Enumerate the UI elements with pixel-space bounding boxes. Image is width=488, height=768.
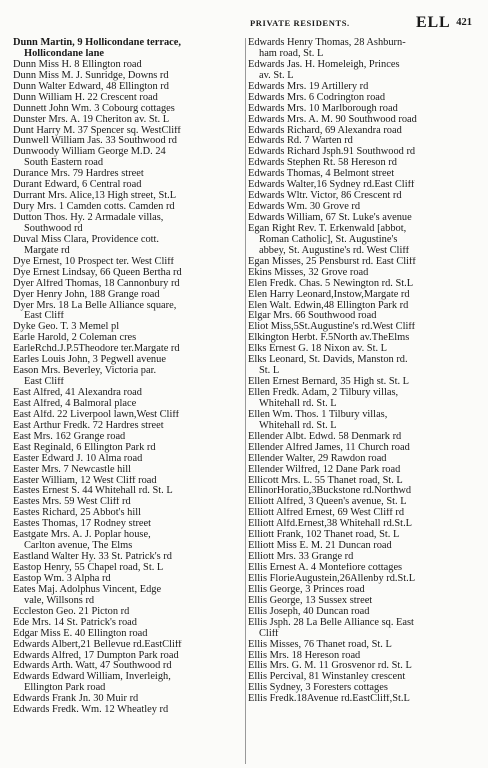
resident-entry: Ellender Walter, 29 Rawdon road xyxy=(248,453,387,464)
resident-entry: Elliott Miss E. M. 21 Duncan road xyxy=(248,541,392,552)
resident-entry: Dye Ernest Lindsay, 66 Queen Bertha rd xyxy=(13,267,182,278)
resident-entry: Dutton Thos. Hy. 2 Armadale villas, xyxy=(13,213,164,223)
resident-entry: Elen Walt. Edwin,48 Ellington Park rd xyxy=(248,300,409,311)
resident-entry: Ellis George, 13 Sussex street xyxy=(248,595,373,606)
resident-entry: East Alfd. 22 Liverpool lawn,West Cliff xyxy=(13,409,180,420)
resident-entry: Eastop Wm. 3 Alpha rd xyxy=(13,573,111,584)
resident-entry: Eastes Richard, 25 Abbot's hill xyxy=(13,508,141,519)
resident-entry: Elliott Alfd.Ernest,38 Whitehall rd.St.L xyxy=(248,519,413,530)
resident-entry: Ellender Alfred James, 11 Church road xyxy=(248,442,410,453)
resident-entry: East Arthur Fredk. 72 Hardres street xyxy=(13,420,164,431)
resident-entry: Ellis FlorieAugustein,26Allenby rd.St.L xyxy=(248,573,416,584)
resident-entry: Eastop Henry, 55 Chapel road, St. L xyxy=(13,563,164,573)
resident-entry: Eates Maj. Adolphus Vincent, Edge xyxy=(13,584,162,595)
entry-continuation: abbey, St. Augustine's rd. West Cliff xyxy=(259,245,410,256)
resident-entry: Dunwoody William George M.D. 24 xyxy=(13,147,166,158)
page-header xyxy=(18,12,474,34)
resident-entry: Edwards Mrs. 10 Marlborough road xyxy=(248,103,398,114)
resident-entry: Elks Ernest G. 18 Nixon av. St. L xyxy=(248,344,388,355)
resident-entry: Ellis Sydney, 3 Foresters cottages xyxy=(248,683,388,694)
resident-entry: Elliott Frank, 102 Thanet road, St. L xyxy=(248,530,400,541)
resident-entry: Ellis Percival, 81 Winstanley crescent xyxy=(248,672,406,683)
entry-continuation: South Eastern road xyxy=(24,158,104,169)
resident-entry: Ellicott Mrs. L. 55 Thanet road, St. L xyxy=(248,475,403,486)
resident-entry: Ellender Albt. Edwd. 58 Denmark rd xyxy=(248,431,402,442)
entry-continuation: Southwood rd xyxy=(24,223,83,234)
resident-entry: Elen Harry Leonard,Instow,Margate rd xyxy=(248,289,410,300)
resident-entry: Eastes Mrs. 59 West Cliff rd xyxy=(13,497,131,508)
resident-entry: EarleRchd.J.P.5Theodore ter.Margate rd xyxy=(13,344,180,355)
guide-letters: ELL xyxy=(416,14,451,31)
resident-entry: Ellis Jsph. 28 La Belle Alliance sq. East xyxy=(248,617,414,628)
resident-entry: Elliott Alfred, 3 Queen's avenue, St. L xyxy=(248,497,407,508)
right-column xyxy=(248,38,476,705)
left-column xyxy=(13,38,243,716)
entry-continuation: Whitehall rd. St. L xyxy=(259,398,337,409)
resident-entry: Eliot Miss,5St.Augustine's rd.West Cliff xyxy=(248,322,416,333)
resident-entry: Edwards William, 67 St. Luke's avenue xyxy=(248,213,412,223)
entry-continuation: Hollicondane lane xyxy=(24,48,104,59)
resident-entry: Duval Miss Clara, Providence cott. xyxy=(13,234,160,245)
resident-entry: Elgar Mrs. 66 Southwood road xyxy=(248,311,377,322)
resident-entry: Earle Harold, 2 Coleman cres xyxy=(13,333,137,344)
resident-entry: Ellis Mrs. 18 Hereson road xyxy=(248,650,361,661)
resident-entry: Ede Mrs. 14 St. Patrick's road xyxy=(13,617,137,628)
resident-entry: Ellis Fredk.18Avenue rd.EastCliff,St.L xyxy=(248,694,410,705)
resident-entry: Dyke Geo. T. 3 Memel pl xyxy=(13,322,120,333)
resident-entry: Edwards Edward William, Inverleigh, xyxy=(13,672,171,683)
resident-entry: Edwards Frank Jn. 30 Muir rd xyxy=(13,694,139,705)
resident-entry: EllinorHoratio,3Buckstone rd.Northwd xyxy=(248,486,412,497)
resident-entry: Dunn Miss M. J. Sunridge, Downs rd xyxy=(13,70,169,81)
resident-entry: Easter William, 12 West Cliff road xyxy=(13,475,157,486)
resident-entry: Eastland Walter Hy. 33 St. Patrick's rd xyxy=(13,552,172,563)
resident-entry: Edwards Richard, 69 Alexandra road xyxy=(248,125,402,136)
resident-entry: Ellen Fredk. Adam, 2 Tilbury villas, xyxy=(248,388,399,398)
resident-entry: Eastes Thomas, 17 Rodney street xyxy=(13,519,152,530)
resident-entry: Easter Mrs. 7 Newcastle hill xyxy=(13,464,132,475)
resident-entry: Dunn Walter Edward, 48 Ellington rd xyxy=(13,81,169,92)
resident-entry: East Alfred, 4 Balmoral place xyxy=(13,398,137,409)
running-title: PRIVATE RESIDENTS. xyxy=(250,18,350,28)
resident-entry: Dunn Martin, 9 Hollicondane terrace, xyxy=(13,38,181,48)
resident-entry: Edwards Walter,16 Sydney rd.East Cliff xyxy=(248,180,415,191)
resident-entry: Eason Mrs. Beverley, Victoria par. xyxy=(13,366,157,377)
resident-entry: East Mrs. 162 Grange road xyxy=(13,431,126,442)
resident-entry: Durrant Mrs. Alice,13 High street, St.L xyxy=(13,191,177,202)
resident-entry: Eastes Ernest S. 44 Whitehall rd. St. L xyxy=(13,486,173,497)
resident-entry: Eccleston Geo. 21 Picton rd xyxy=(13,606,130,617)
resident-entry: Ellis Joseph, 40 Duncan road xyxy=(248,606,370,617)
resident-entry: East Reginald, 6 Ellington Park rd xyxy=(13,442,156,453)
resident-entry: Dyer Henry John, 188 Grange road xyxy=(13,289,160,300)
resident-entry: Easter Edward J. 10 Alma road xyxy=(13,453,143,464)
page-number: 421 xyxy=(456,17,472,28)
entry-continuation: Cliff xyxy=(259,628,279,639)
resident-entry: Egan Right Rev. T. Erkenwald [abbot, xyxy=(248,223,407,234)
entry-continuation: Roman Catholic], St. Augustine's xyxy=(259,234,398,245)
resident-entry: Edwards Arth. Watt, 47 Southwood rd xyxy=(13,661,172,672)
resident-entry: Durance Mrs. 79 Hardres street xyxy=(13,169,144,180)
entry-continuation: ham road, St. L xyxy=(259,48,324,59)
resident-entry: Edgar Miss E. 40 Ellington road xyxy=(13,628,148,639)
resident-entry: Elliott Mrs. 33 Grange rd xyxy=(248,552,354,563)
resident-entry: Ellis George, 3 Princes road xyxy=(248,584,365,595)
entry-continuation: Whitehall rd. St. L xyxy=(259,420,337,431)
resident-entry: Ellen Wm. Thos. 1 Tilbury villas, xyxy=(248,409,388,420)
resident-entry: Dury Mrs. 1 Camden cotts. Camden rd xyxy=(13,202,175,213)
resident-entry: Edwards Mrs. A. M. 90 Southwood road xyxy=(248,114,417,125)
resident-entry: Earles Louis John, 3 Pegwell avenue xyxy=(13,355,166,366)
resident-entry: Ellen Ernest Bernard, 35 High st. St. L xyxy=(248,377,410,388)
resident-entry: Edwards Wltr. Victor, 86 Crescent rd xyxy=(248,191,402,202)
resident-entry: Dunnett John Wm. 3 Cobourg cottages xyxy=(13,103,175,114)
resident-entry: Edwards Thomas, 4 Belmont street xyxy=(248,169,395,180)
resident-entry: Edwards Fredk. Wm. 12 Wheatley rd xyxy=(13,705,169,716)
resident-entry: Edwards Wm. 30 Grove rd xyxy=(248,202,361,213)
resident-entry: Dunster Mrs. A. 19 Cheriton av. St. L xyxy=(13,114,170,125)
resident-entry: Elkington Herbt. F.5North av.TheElms xyxy=(248,333,410,344)
entry-continuation: Ellington Park road xyxy=(24,683,106,694)
resident-entry: Dye Ernest, 10 Prospect ter. West Cliff xyxy=(13,256,174,267)
resident-entry: Eastgate Mrs. A. J. Poplar house, xyxy=(13,530,151,541)
resident-entry: East Alfred, 41 Alexandra road xyxy=(13,388,142,398)
resident-entry: Edwards Alfred, 17 Dumpton Park road xyxy=(13,650,179,661)
resident-entry: Dunn William H. 22 Crescent road xyxy=(13,92,158,103)
resident-entry: Ellis Misses, 76 Thanet road, St. L xyxy=(248,639,392,650)
resident-entry: Edwards Jas. H. Homeleigh, Princes xyxy=(248,59,400,70)
resident-entry: Edwards Stephen Rt. 58 Hereson rd xyxy=(248,158,397,169)
entry-continuation: Margate rd xyxy=(24,245,70,256)
entry-continuation: East Cliff xyxy=(24,311,64,322)
resident-entry: Ellis Ernest A. 4 Montefiore cottages xyxy=(248,563,403,573)
resident-entry: Edwards Richard Jsph.91 Southwood rd xyxy=(248,147,416,158)
resident-entry: Elliott Alfred Ernest, 69 West Cliff rd xyxy=(248,508,405,519)
entry-continuation: East Cliff xyxy=(24,377,64,388)
resident-entry: Ekins Misses, 32 Grove road xyxy=(248,267,369,278)
resident-entry: Dunwell William Jas. 33 Southwood rd xyxy=(13,136,177,147)
resident-entry: Edwards Rd. 7 Warten rd xyxy=(248,136,353,147)
entry-continuation: vale, Willsons rd xyxy=(24,595,95,606)
resident-entry: Egan Misses, 25 Pensburst rd. East Cliff xyxy=(248,256,416,267)
resident-entry: Ellender Wilfred, 12 Dane Park road xyxy=(248,464,401,475)
resident-entry: Edwards Albert,21 Bellevue rd.EastCliff xyxy=(13,639,182,650)
resident-entry: Edwards Mrs. 19 Artillery rd xyxy=(248,81,369,92)
column-divider xyxy=(245,38,246,764)
resident-entry: Edwards Henry Thomas, 28 Ashburn- xyxy=(248,38,406,48)
resident-entry: Edwards Mrs. 6 Codrington road xyxy=(248,92,386,103)
resident-entry: Dunt Harry M. 37 Spencer sq. WestCliff xyxy=(13,125,181,136)
resident-entry: Ellis Mrs. G. M. 11 Grosvenor rd. St. L xyxy=(248,661,412,672)
resident-entry: Dyer Mrs. 18 La Belle Alliance square, xyxy=(13,300,177,311)
resident-entry: Elks Leonard, St. Davids, Manston rd. xyxy=(248,355,408,366)
resident-entry: Durant Edward, 6 Central road xyxy=(13,180,142,191)
resident-entry: Dunn Miss H. 8 Ellington road xyxy=(13,59,142,70)
resident-entry: Dyer Alfred Thomas, 18 Cannonbury rd xyxy=(13,278,180,289)
entry-continuation: av. St. L xyxy=(259,70,294,81)
entry-continuation: St. L xyxy=(259,366,280,377)
resident-entry: Elen Fredk. Chas. 5 Newington rd. St.L xyxy=(248,278,414,289)
entry-continuation: Carlton avenue, The Elms xyxy=(24,541,133,552)
